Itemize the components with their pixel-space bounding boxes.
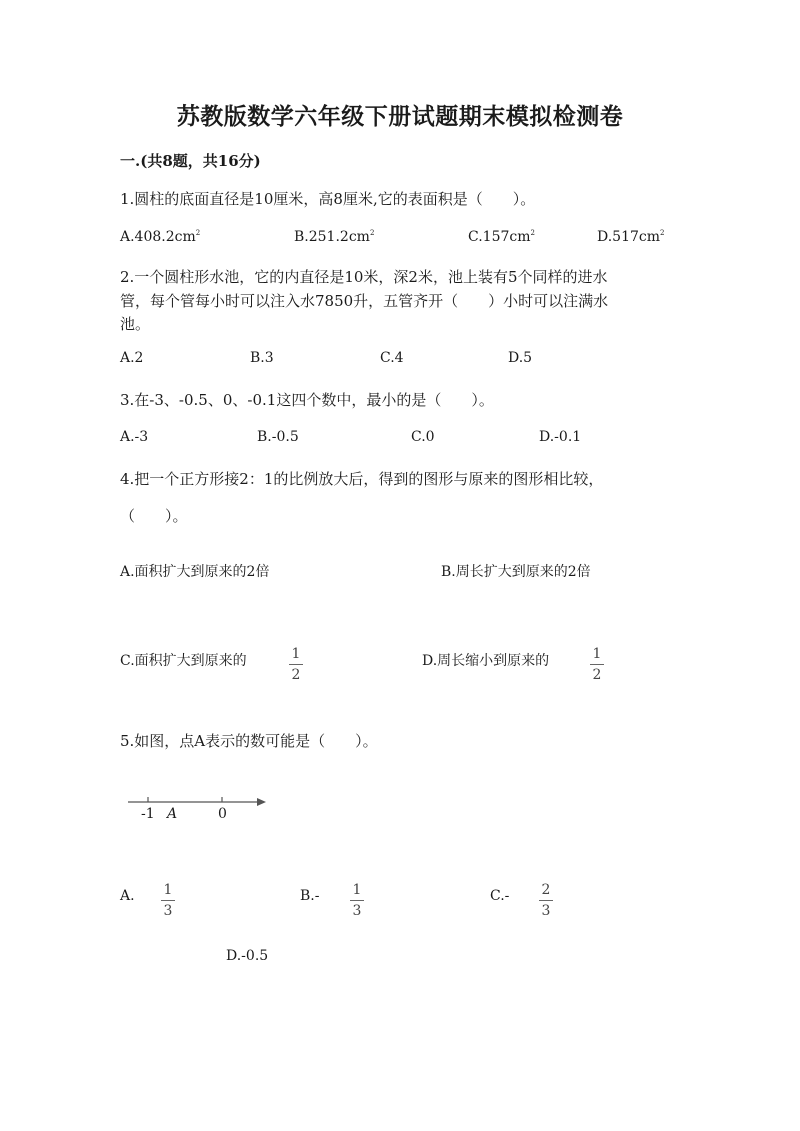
- q1-option-b[interactable]: [294, 229, 374, 245]
- q1-option-d-label: D.517cm: [597, 229, 661, 245]
- number-line-label-zero: 0: [218, 806, 227, 822]
- fraction-denominator: 3: [541, 903, 551, 919]
- fraction-numerator: 1: [291, 646, 301, 662]
- fraction-bar: [590, 664, 604, 665]
- q1-option-d[interactable]: [597, 229, 664, 245]
- fraction-denominator: 2: [592, 667, 602, 683]
- question-2-line-1: 2.一个圆柱形水池，它的内直径是10米，深2米，池上装有5个同样的进水: [120, 268, 608, 286]
- q2-option-b[interactable]: B.3: [250, 350, 274, 366]
- q4-option-b[interactable]: B.周长扩大到原来的2倍: [441, 564, 591, 580]
- number-line-arrow: [257, 798, 266, 806]
- q4-option-a[interactable]: A.面积扩大到原来的2倍: [120, 564, 270, 580]
- q1-option-c[interactable]: [468, 229, 535, 245]
- q3-option-d[interactable]: D.-0.1: [539, 429, 582, 445]
- q1-option-a-exponent: 2: [195, 229, 201, 237]
- question-2-line-2: 管，每个管每小时可以注入水7850升，五管齐开（ ）小时可以注满水: [120, 292, 609, 310]
- q2-option-c[interactable]: C.4: [380, 350, 404, 366]
- q1-option-a-label: A.408.2cm: [120, 229, 196, 245]
- q2-option-a[interactable]: A.2: [120, 350, 144, 366]
- q2-option-d[interactable]: D.5: [508, 350, 533, 366]
- fraction-numerator: 2: [541, 882, 551, 898]
- q5-option-b-fraction: [349, 882, 365, 919]
- number-line-point-a: A: [167, 806, 178, 822]
- q3-option-c[interactable]: C.0: [411, 429, 435, 445]
- q5-option-a-fraction: [160, 882, 176, 919]
- q5-option-d[interactable]: D.-0.5: [226, 948, 269, 964]
- section-heading: 一.(共8题，共16分): [120, 152, 261, 170]
- question-4-line-2: （ ）。: [120, 507, 188, 525]
- fraction-numerator: 1: [163, 882, 173, 898]
- q3-option-a[interactable]: A.-3: [120, 429, 149, 445]
- question-3-text: 3.在-3、-0.5、0、-0.1这四个数中，最小的是（ ）。: [120, 391, 494, 409]
- question-5-text: 5.如图，点A表示的数可能是（ ）。: [120, 732, 378, 750]
- q1-option-a[interactable]: [120, 229, 200, 245]
- q1-option-b-label: B.251.2cm: [294, 229, 370, 245]
- fraction-bar: [289, 664, 303, 665]
- q1-option-c-exponent: 2: [530, 229, 535, 237]
- fraction-bar: [539, 900, 553, 901]
- fraction-denominator: 3: [352, 903, 362, 919]
- q4-option-d[interactable]: D.周长缩小到原来的: [422, 653, 550, 669]
- fraction-denominator: 2: [291, 667, 301, 683]
- q4-option-d-fraction: [589, 646, 605, 683]
- q4-option-c[interactable]: C.面积扩大到原来的: [120, 653, 247, 669]
- number-line-label-minus-one: -1: [141, 806, 155, 822]
- q5-option-a[interactable]: A.: [120, 888, 135, 904]
- q1-option-c-label: C.157cm: [468, 229, 531, 245]
- question-4-line-1: 4.把一个正方形接2：1的比例放大后，得到的图形与原来的图形相比较，: [120, 470, 604, 488]
- page-title: 苏教版数学六年级下册试题期末模拟检测卷: [176, 103, 624, 130]
- fraction-numerator: 1: [592, 646, 602, 662]
- q1-option-b-exponent: 2: [369, 229, 375, 237]
- q1-option-d-exponent: 2: [660, 229, 665, 237]
- fraction-numerator: 1: [352, 882, 362, 898]
- fraction-denominator: 3: [163, 903, 173, 919]
- q3-option-b[interactable]: B.-0.5: [257, 429, 299, 445]
- q5-option-b[interactable]: B.-: [300, 888, 320, 904]
- q5-option-c-fraction: [538, 882, 554, 919]
- fraction-bar: [350, 900, 364, 901]
- q5-option-c[interactable]: C.-: [490, 888, 510, 904]
- question-1-text: 1.圆柱的底面直径是10厘米，高8厘米,它的表面积是（ ）。: [120, 190, 536, 208]
- q4-option-c-fraction: [288, 646, 304, 683]
- question-2-line-3: 池。: [120, 315, 151, 333]
- fraction-bar: [161, 900, 175, 901]
